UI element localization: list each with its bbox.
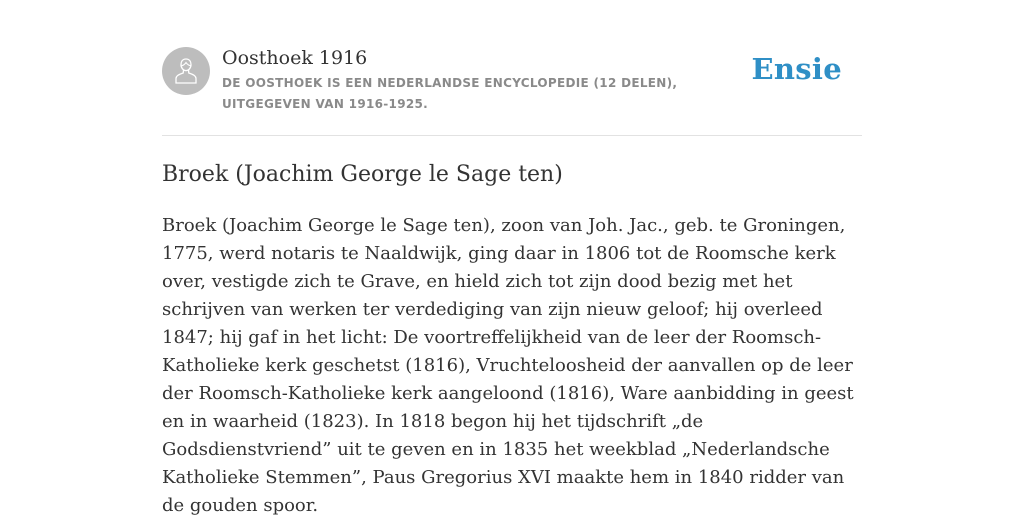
source-header: [162, 46, 862, 116]
source-title[interactable]: Oosthoek 1916: [222, 47, 368, 69]
header-divider: [162, 135, 862, 136]
source-avatar[interactable]: [162, 47, 210, 95]
article-body: Broek (Joachim George le Sage ten), zoon van Joh. Jac., geb. te Groningen, 1775, werd notaris te Naaldwijk, ging daar in 1806 tot de Roomsche kerk over, vestigde zich te Grave, en hield zich tot zijn dood bezig met het schrijven van werken ter verdediging van zijn nieuw geloof; hij overleed 1847; hij gaf in het licht: De voortreffelijkheid van de leer der Roomsch-Katholieke kerk geschetst (1816), Vruchteloosheid der aanvallen op de leer der Roomsch-Katholieke kerk aangeloond (1816), Ware aanbidding in geest en in waarheid (1823). In 1818 begon hij het tijdschrift „de Godsdienstvriend” uit te geven en in 1835 het weekblad „Nederlandsche Katholieke Stemmen”, Paus Gregorius XVI maakte hem in 1840 ridder van de gouden spoor.: [162, 215, 854, 516]
source-description: DE OOSTHOEK IS EEN NEDERLANDSE ENCYCLOPEDIE (12 DELEN), UITGEGEVEN VAN 1916-1925.: [222, 76, 678, 111]
brand-logo[interactable]: Ensie: [751, 52, 842, 86]
user-icon: [174, 57, 198, 85]
article-title: Broek (Joachim George le Sage ten): [162, 162, 563, 187]
